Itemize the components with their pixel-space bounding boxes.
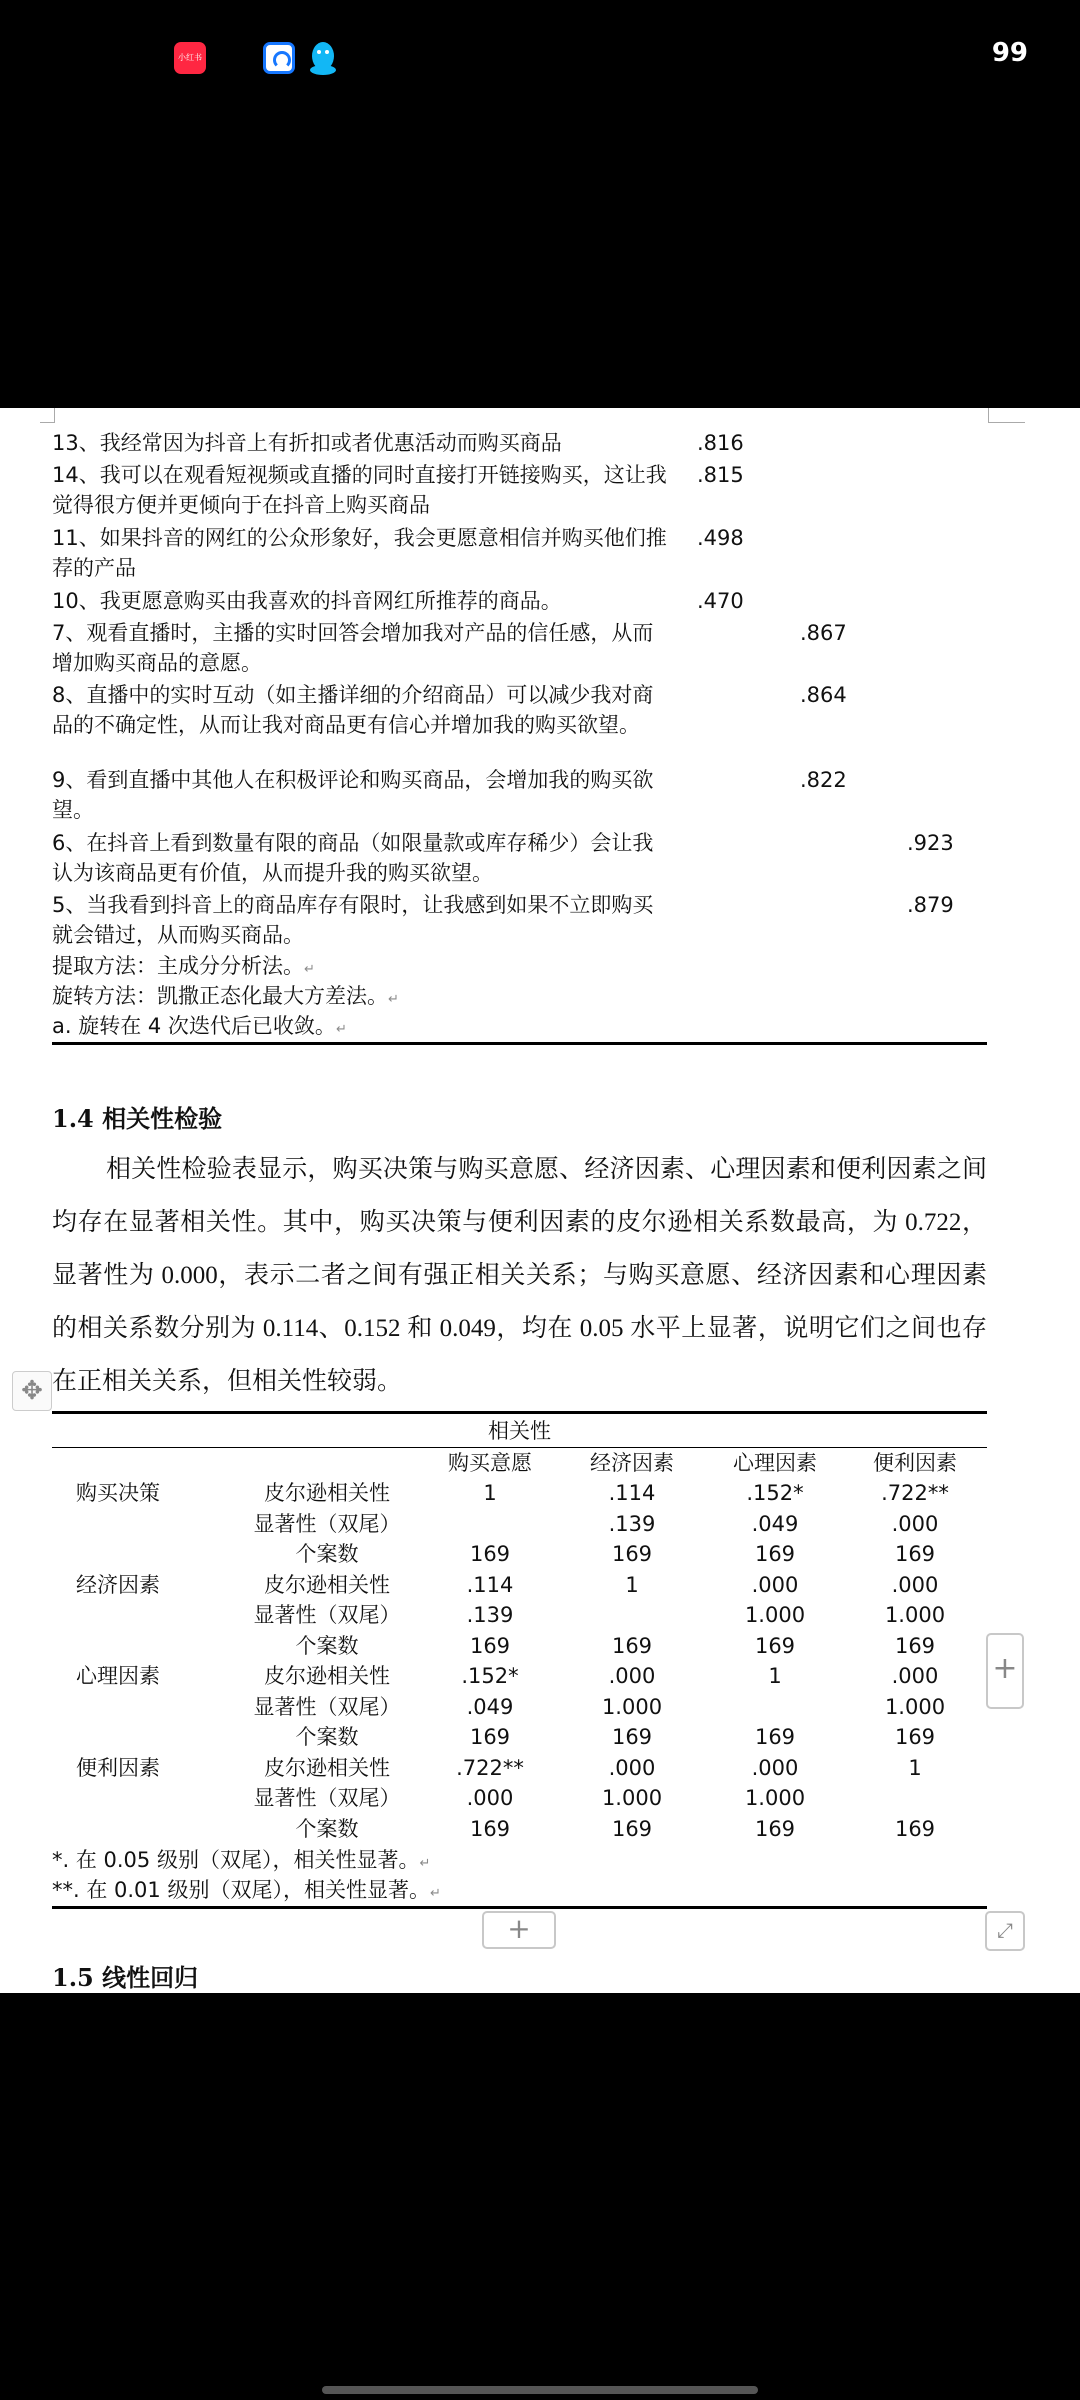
home-indicator[interactable] <box>322 2386 758 2394</box>
item-text: 5、当我看到抖音上的商品库存有限时，让我感到如果不立即购买就会错过，从而购买商品。 <box>52 893 654 947</box>
factor-table-row <box>52 680 987 770</box>
factor-table-row <box>52 765 987 825</box>
section-heading: 1.5 线性回归 <box>52 1963 199 1992</box>
corr-value: 169 <box>894 1633 936 1658</box>
corr-table-row <box>52 1783 987 1813</box>
statistic-label: 皮尔逊相关性 <box>264 1664 390 1688</box>
loading-value: .815 <box>697 463 744 487</box>
corr-value: .139 <box>466 1603 514 1627</box>
corr-table-row <box>52 1478 987 1508</box>
table-move-handle[interactable]: ✥ <box>12 1371 52 1411</box>
item-text: 8、直播中的实时互动（如主播详细的介绍商品）可以减少我对商品的不确定性，从而让我对商品更有信心并增加我的购买欲望。 <box>52 683 654 737</box>
table-note: **. 在 0.01 级别（双尾），相关性显著。↵ <box>52 1878 441 1902</box>
column-header: 便利因素 <box>873 1451 957 1475</box>
corr-table-row <box>52 1722 987 1752</box>
corr-value: 169 <box>469 1633 511 1658</box>
add-column-button[interactable]: + <box>986 1633 1024 1709</box>
section-heading: 1.4 相关性检验 <box>52 1104 223 1133</box>
corr-value: .000 <box>891 1664 939 1688</box>
statistic-label: 皮尔逊相关性 <box>264 1481 390 1505</box>
corr-table-row <box>52 1753 987 1783</box>
item-text: 13、我经常因为抖音上有折扣或者优惠活动而购买商品 <box>52 431 562 455</box>
corr-value: 1.000 <box>744 1786 806 1810</box>
corr-value: 169 <box>611 1542 653 1566</box>
corr-value: 169 <box>469 1542 511 1566</box>
item-text: 6、在抖音上看到数量有限的商品（如限量款或库存稀少）会让我认为该商品更有价值，从而提升我的购买欲望。 <box>52 831 654 885</box>
table-note: 旋转方法：凯撒正态化最大方差法。↵ <box>52 984 399 1008</box>
status-bar <box>0 0 1080 120</box>
factor-table-row <box>52 828 987 888</box>
table-note: *. 在 0.05 级别（双尾），相关性显著。↵ <box>52 1848 431 1872</box>
factor-table-row <box>52 890 987 950</box>
loading-value: .822 <box>800 768 847 792</box>
document-page[interactable] <box>0 408 1080 1993</box>
corr-value: 169 <box>754 1633 796 1658</box>
corr-value: .139 <box>608 1511 656 1536</box>
column-header: 心理因素 <box>733 1451 817 1475</box>
corr-value: 1 <box>908 1755 922 1780</box>
loading-value: .879 <box>907 893 954 917</box>
factor-table-row <box>52 460 987 520</box>
loading-value: .864 <box>800 683 847 707</box>
corr-value: .000 <box>608 1755 656 1780</box>
corr-value: 169 <box>894 1816 936 1841</box>
item-text: 14、我可以在观看短视频或直播的同时直接打开链接购买，这让我觉得很方便并更倾向于在抖音上购买商品 <box>52 463 667 517</box>
corr-value: 169 <box>611 1725 653 1749</box>
factor-table-row <box>52 523 987 583</box>
corr-value: .000 <box>891 1511 939 1536</box>
page-corner-mark <box>988 408 1025 423</box>
xiaohongshu-app-icon: 小红书 <box>174 42 206 74</box>
corr-value: .152* <box>746 1481 804 1505</box>
factor-table-row <box>52 618 987 678</box>
factor-table-row <box>52 586 987 616</box>
corr-value: 169 <box>894 1725 936 1749</box>
corr-value: .000 <box>751 1755 799 1780</box>
statistic-label: 显著性（双尾） <box>253 1603 401 1627</box>
loading-value: .816 <box>697 431 744 455</box>
corr-table-row <box>52 1509 987 1539</box>
row-group-label: 便利因素 <box>76 1755 160 1780</box>
loading-value: .470 <box>697 589 744 613</box>
corr-table-row <box>52 1692 987 1722</box>
corr-table-header <box>52 1448 987 1478</box>
statistic-label: 皮尔逊相关性 <box>264 1572 390 1597</box>
corr-value: .000 <box>466 1786 514 1810</box>
item-text: 11、如果抖音的网红的公众形象好，我会更愿意相信并购买他们推荐的产品 <box>52 526 667 580</box>
corr-value: 1.000 <box>884 1603 946 1627</box>
corr-value: 169 <box>894 1542 936 1566</box>
row-group-label: 购买决策 <box>76 1481 160 1505</box>
corr-value: .049 <box>751 1511 799 1536</box>
corr-value: .000 <box>608 1664 656 1688</box>
item-text: 9、看到直播中其他人在积极评论和购买商品，会增加我的购买欲望。 <box>52 768 654 822</box>
corr-value: .152* <box>461 1664 519 1688</box>
corr-value: .000 <box>891 1572 939 1597</box>
page-corner-mark <box>40 408 55 423</box>
statistic-label: 显著性（双尾） <box>253 1511 401 1536</box>
statistic-label: 个案数 <box>295 1816 359 1841</box>
corr-value: 1.000 <box>601 1786 663 1810</box>
table-note: 提取方法：主成分分析法。↵ <box>52 954 315 978</box>
statistic-label: 显著性（双尾） <box>253 1694 401 1719</box>
corr-table-row <box>52 1631 987 1661</box>
corr-value: 169 <box>611 1633 653 1658</box>
corr-value: .722** <box>881 1481 949 1505</box>
loading-value: .923 <box>907 831 954 855</box>
corr-value: 169 <box>754 1725 796 1749</box>
table-bottom-rule <box>52 1042 987 1045</box>
corr-value: 1 <box>483 1481 497 1505</box>
body-paragraph[interactable]: 相关性检验表显示，购买决策与购买意愿、经济因素、心理因素和便利因素之间均存在显著相关性。其中，购买决策与便利因素的皮尔逊相关系数最高，为 0.722，显著性为 0.000，表示二者之间有强正相关关系；与购买意愿、经济因素和心理因素的相关系数分别为 0.114、0.152 和 0.049，均在 0.05 水平上显著，说明它们之间也存在正相关关系，但相关性较弱。 <box>52 1156 987 1395</box>
corr-value: 169 <box>611 1816 653 1841</box>
corr-value: 1 <box>768 1664 782 1688</box>
row-group-label: 经济因素 <box>76 1572 160 1597</box>
corr-value: 169 <box>754 1816 796 1841</box>
statistic-label: 个案数 <box>295 1633 359 1658</box>
statistic-label: 个案数 <box>295 1542 359 1566</box>
corr-value: .722** <box>456 1755 524 1780</box>
column-header: 经济因素 <box>590 1451 674 1475</box>
item-text: 10、我更愿意购买由我喜欢的抖音网红所推荐的商品。 <box>52 589 562 613</box>
row-group-label: 心理因素 <box>76 1664 160 1688</box>
item-text: 7、观看直播时，主播的实时回答会增加我对产品的信任感，从而增加购买商品的意愿。 <box>52 621 654 675</box>
corr-value: 169 <box>754 1542 796 1566</box>
corr-table-row <box>52 1600 987 1630</box>
factor-table-row <box>52 428 987 458</box>
corr-value: 1.000 <box>601 1694 663 1719</box>
corr-value: 1.000 <box>744 1603 806 1627</box>
corr-value: 1 <box>625 1572 639 1597</box>
corr-table-row <box>52 1539 987 1569</box>
table-note: a. 旋转在 4 次迭代后已收敛。↵ <box>52 1014 347 1038</box>
corr-value: 169 <box>469 1816 511 1841</box>
battery-level: 99 <box>991 38 1028 68</box>
loading-value: .867 <box>800 621 847 645</box>
corr-table-title: 相关性 <box>488 1419 551 1443</box>
corr-value: .049 <box>466 1694 514 1719</box>
qq-penguin-icon <box>308 40 338 76</box>
browser-app-icon <box>263 42 295 74</box>
add-row-button[interactable]: + <box>482 1911 556 1949</box>
corr-value: .114 <box>466 1572 514 1597</box>
corr-value: 1.000 <box>884 1694 946 1719</box>
corr-value: .000 <box>751 1572 799 1597</box>
corr-table-row <box>52 1661 987 1691</box>
statistic-label: 显著性（双尾） <box>253 1786 401 1810</box>
loading-value: .498 <box>697 526 744 550</box>
table-resize-handle[interactable]: ⤢ <box>985 1911 1025 1951</box>
statistic-label: 个案数 <box>295 1725 359 1749</box>
corr-table-bottom-rule <box>52 1906 987 1909</box>
statistic-label: 皮尔逊相关性 <box>264 1755 390 1780</box>
corr-table-top-rule <box>52 1411 987 1414</box>
corr-table-row <box>52 1570 987 1600</box>
column-header: 购买意愿 <box>448 1451 532 1475</box>
corr-table-row <box>52 1814 987 1844</box>
corr-value: .114 <box>608 1481 656 1505</box>
corr-value: 169 <box>469 1725 511 1749</box>
